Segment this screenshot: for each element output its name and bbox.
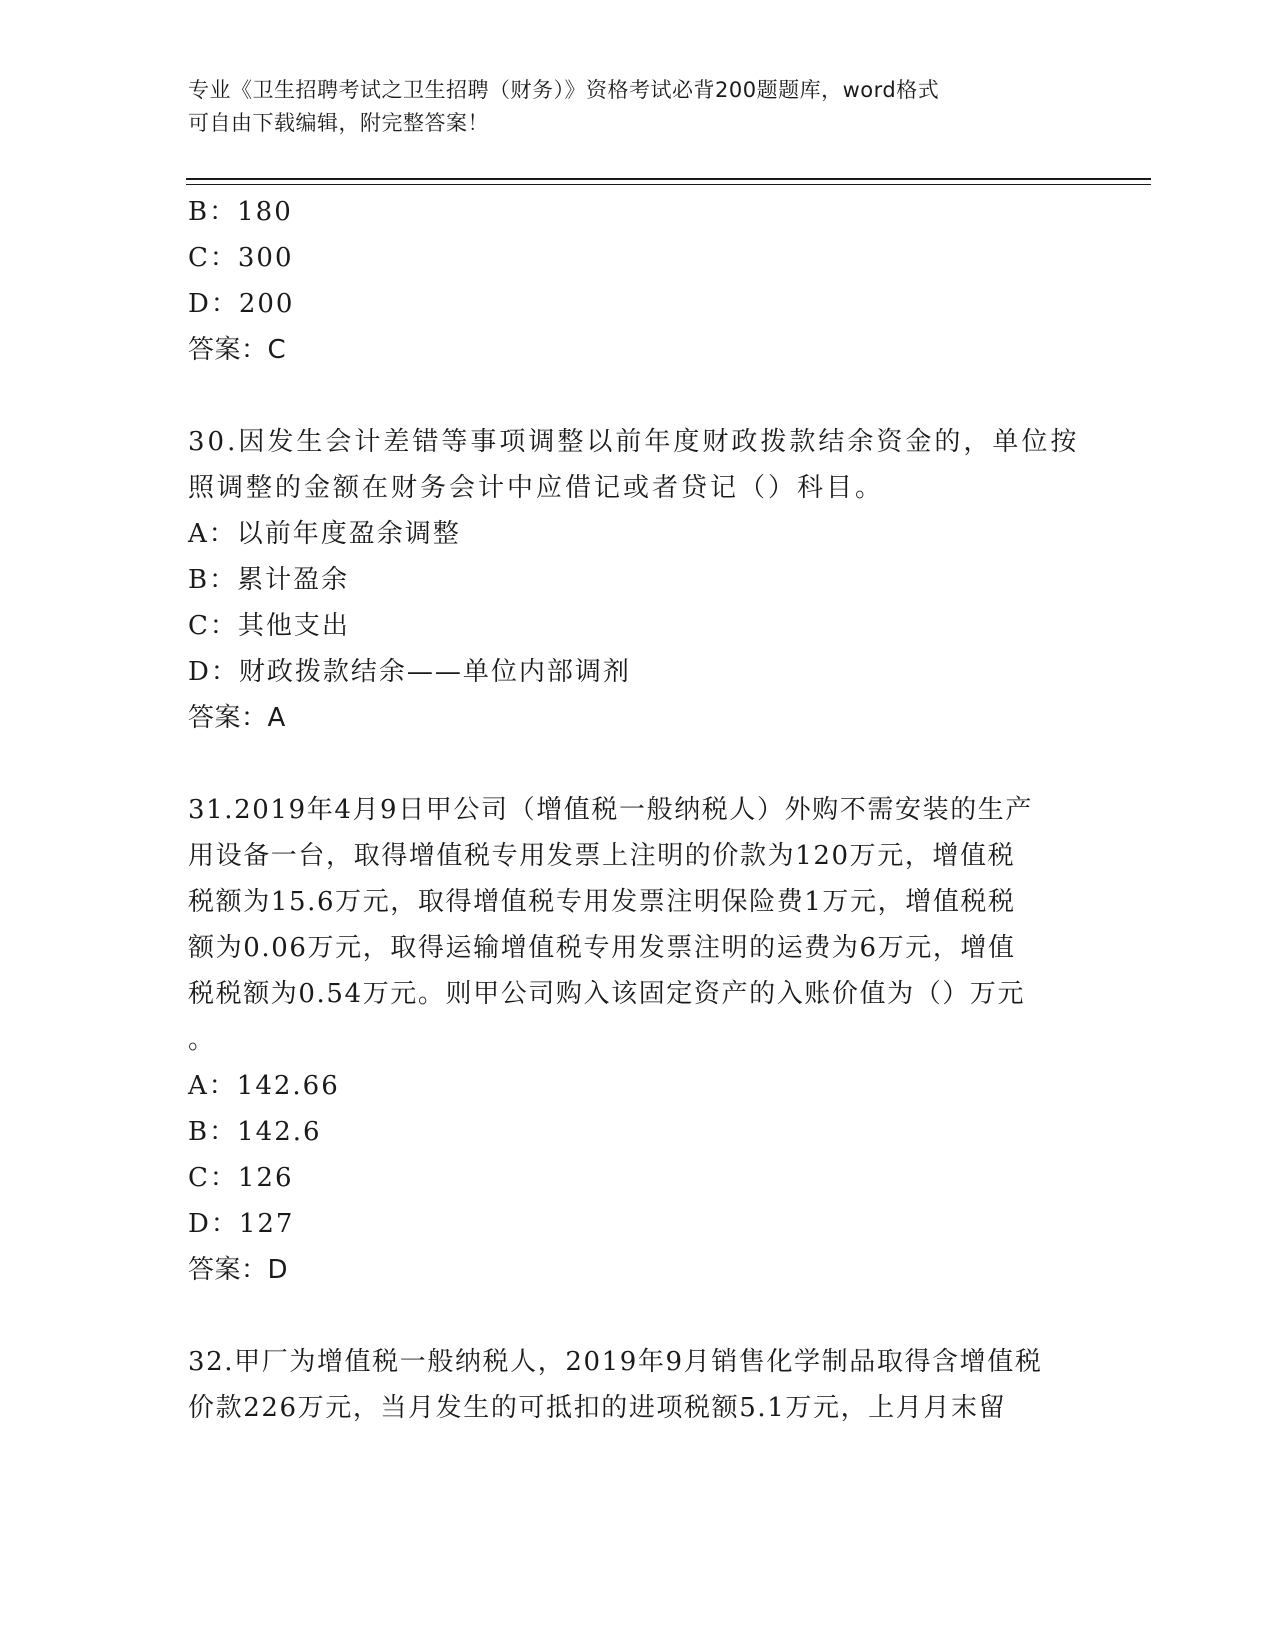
document-body <box>188 189 1088 1431</box>
option-a: A：以前年度盈余调整 <box>188 519 461 549</box>
header-rule-thick <box>186 178 1151 180</box>
answer: 答案：D <box>188 1255 289 1285</box>
header-line-1: 专业《卫生招聘考试之卫生招聘（财务）》资格考试必背200题题库，word格式 <box>188 78 940 102</box>
option-b: B：142.6 <box>188 1117 322 1147</box>
question-text-line: 31.2019年4月9日甲公司（增值税一般纳税人）外购不需安装的生产 <box>188 795 1034 825</box>
header-rule-thin <box>186 184 1151 185</box>
answer: 答案：C <box>188 335 287 365</box>
option-c: C：126 <box>188 1163 294 1193</box>
question-text-line: 用设备一台，取得增值税专用发票上注明的价款为120万元，增值税 <box>188 841 1016 871</box>
question-text-line: 。 <box>188 1025 216 1055</box>
question-text-line: 税税额为0.54万元。则甲公司购入该固定资产的入账价值为（）万元 <box>188 979 1026 1009</box>
question-32 <box>188 1339 1088 1431</box>
option-b: B：累计盈余 <box>188 565 350 595</box>
option-a: A：142.66 <box>188 1071 340 1101</box>
spacer <box>188 373 1088 419</box>
prev-question <box>188 189 1088 373</box>
option-c: C：其他支出 <box>188 611 350 641</box>
spacer <box>188 741 1088 787</box>
header-line-2: 可自由下载编辑，附完整答案！ <box>188 111 489 135</box>
question-text-line: 额为0.06万元，取得运输增值税专用发票注明的运费为6万元，增值 <box>188 933 1016 963</box>
option-d: D：200 <box>188 289 295 319</box>
document-header <box>188 74 1068 140</box>
question-text-line: 照调整的金额在财务会计中应借记或者贷记（）科目。 <box>188 473 885 503</box>
answer: 答案：A <box>188 703 286 733</box>
option-d: D：财政拨款结余——单位内部调剂 <box>188 657 631 687</box>
question-31 <box>188 787 1088 1293</box>
spacer <box>188 1293 1088 1339</box>
option-d: D：127 <box>188 1209 295 1239</box>
question-30 <box>188 419 1088 741</box>
question-text-line: 30.因发生会计差错等事项调整以前年度财政拨款结余资金的，单位按 <box>188 427 1080 457</box>
question-text-line: 税额为15.6万元，取得增值税专用发票注明保险费1万元，增值税税 <box>188 887 1016 917</box>
option-b: B：180 <box>188 197 293 227</box>
question-text-line: 32.甲厂为增值税一般纳税人，2019年9月销售化学制品取得含增值税 <box>188 1347 1043 1377</box>
option-c: C：300 <box>188 243 294 273</box>
question-text-line: 价款226万元，当月发生的可抵扣的进项税额5.1万元，上月月末留 <box>188 1393 1007 1423</box>
